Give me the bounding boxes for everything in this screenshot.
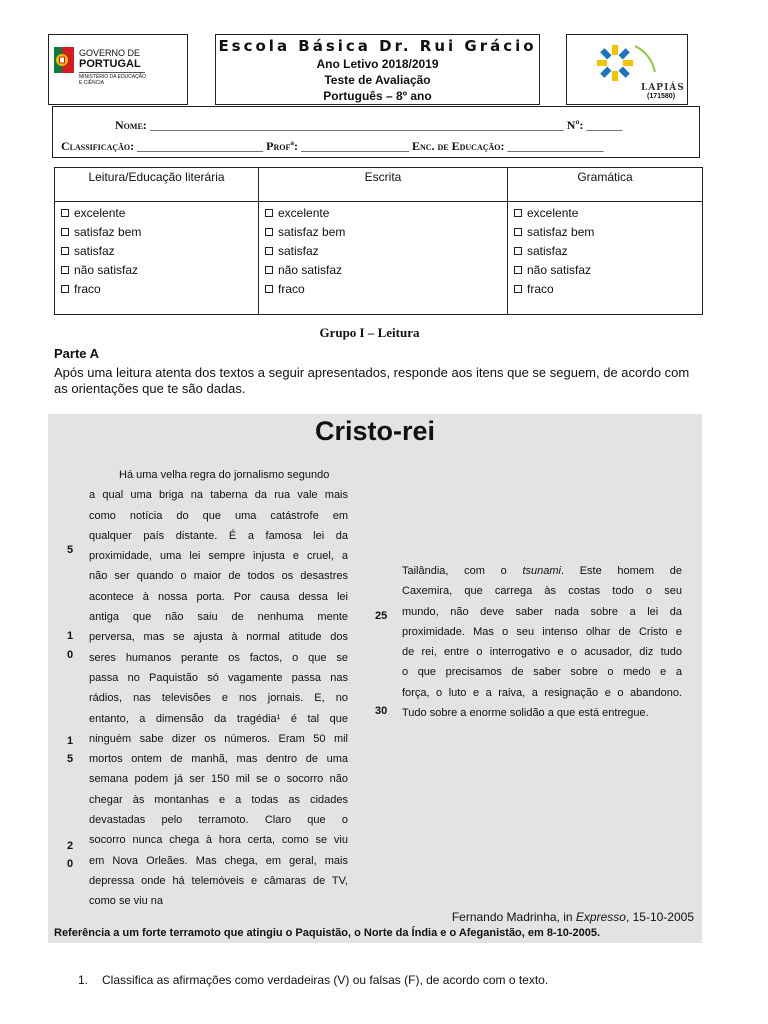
text-line: Tudo sobre a enorme solidão a que está entregue. (402, 707, 649, 720)
number-field[interactable]: ______ (586, 118, 623, 132)
header-left-cell (48, 34, 188, 105)
grade-option[interactable]: fraco (514, 280, 696, 299)
student-meta-row (61, 139, 604, 154)
guardian-label: Enc. de Educação: (411, 139, 505, 153)
checkbox-icon[interactable] (265, 209, 273, 217)
checkbox-icon[interactable] (514, 266, 522, 274)
text-line: depressa onde há telemóveis e câmaras de TV, (89, 874, 348, 887)
text-line: como se viu na (89, 895, 163, 908)
student-name-row (115, 118, 622, 133)
gov-logo-line2: PORTUGAL (79, 58, 141, 70)
text-line: antiga que não saiu de nenhuma mente (89, 611, 348, 624)
text-line: Caxemira, que carrega às costas todo o seu (402, 585, 682, 598)
gov-logo-line4: E CIÊNCIA (79, 80, 105, 86)
number-label: Nº: (566, 118, 584, 132)
group-title: Grupo I – Leitura (319, 325, 420, 340)
text-line: socorro nunca chega à hora certa, como se viu (89, 834, 348, 847)
subject-grade: Português – 8º ano (323, 89, 432, 103)
text-line: não ser quando o maior de todos os desastres (89, 570, 348, 583)
text-line: a qual uma briga na taberna da rua vale mais (89, 489, 348, 502)
text-line: mundo, não deve saber nada sobre a lei da (402, 605, 682, 618)
lapias-logo-code: (171580) (647, 93, 676, 100)
instructions-text: Após uma leitura atenta dos textos a seguir apresentados, responde aos itens que se seguem, de acordo com as orientações que te são dadas. (54, 365, 690, 396)
text-line: ninguém sabe dizer os números. Eram 50 mil (89, 732, 348, 745)
lapias-logo-icon (585, 38, 667, 88)
text-line: qualquer país distante. É a famosa lei da (89, 529, 348, 542)
grade-option[interactable]: fraco (265, 280, 501, 299)
text-line: passa no Paquistão só vagamente passa nas (89, 671, 348, 684)
article-right-column (402, 561, 682, 723)
grade-option[interactable]: satisfaz (265, 242, 501, 261)
checkbox-icon[interactable] (514, 228, 522, 236)
text-line: como notícia do que uma catástrofe em (89, 509, 348, 522)
text-line: Tailândia, com o tsunami. Este homem de (402, 565, 683, 577)
text-line: Há uma velha regra do jornalismo segundo (119, 469, 330, 481)
article-source (452, 910, 694, 924)
text-line: rádios, nas televisões e nos jornais. E, no (89, 692, 348, 705)
article-footnote: Referência a um forte terramoto que atingiu o Paquistão, o Norte da Índia e o Afeganistão, em 8-10-2005. (54, 927, 601, 939)
checkbox-icon[interactable] (514, 247, 522, 255)
line-number: 30 (375, 705, 388, 717)
header-right-cell (566, 34, 688, 105)
school-name: Escola Básica Dr. Rui Grácio (218, 37, 537, 55)
grade-option[interactable]: satisfaz (514, 242, 696, 261)
teacher-label: Profª: (266, 139, 298, 153)
line-number: 5 (67, 753, 74, 765)
article-left-column (89, 465, 348, 912)
grades-table (54, 167, 703, 315)
line-number: 1 (67, 630, 74, 642)
line-number: 25 (375, 610, 388, 622)
grade-option[interactable]: excelente (514, 204, 696, 223)
teacher-field[interactable]: __________________ (300, 139, 409, 153)
grade-option[interactable]: não satisfaz (265, 261, 501, 280)
student-info-box (52, 106, 700, 158)
grade-option[interactable]: fraco (61, 280, 252, 299)
checkbox-icon[interactable] (514, 209, 522, 217)
text-line: acontece à nossa porta. Por causa dessa lei (89, 590, 348, 603)
line-number: 0 (67, 858, 74, 870)
checkbox-icon[interactable] (61, 266, 69, 274)
line-number: 5 (67, 544, 74, 556)
grades-header-reading: Leitura/Educação literária (55, 168, 259, 202)
name-field[interactable]: _____________________________________________________________________ (149, 118, 564, 132)
name-label: Nome: (115, 118, 147, 132)
source-date: , 15-10-2005 (625, 910, 694, 924)
grade-option[interactable]: satisfaz bem (265, 223, 501, 242)
article-title: Cristo-rei (314, 416, 436, 446)
checkbox-icon[interactable] (265, 285, 273, 293)
text-line: o que precisamos de saber sobre o medo e a (402, 666, 682, 679)
text-line: entanto, a dimensão da tragédia¹ é tal que (89, 712, 348, 725)
checkbox-icon[interactable] (514, 285, 522, 293)
header-center-cell (215, 34, 540, 105)
text-line: proximidade. Mas o seu intenso olhar de Cristo e (402, 625, 682, 638)
grades-options-grammar (508, 202, 703, 315)
text-line: força, o luto e a raiva, a resignação e o abandono. (402, 686, 682, 699)
grades-options-reading (55, 202, 259, 315)
article-box (48, 414, 702, 943)
classification-label: Classificação: (61, 139, 135, 153)
text-line: devastadas pelo terramoto. Claro que o (89, 814, 348, 827)
checkbox-icon[interactable] (61, 228, 69, 236)
grades-header-grammar: Gramática (508, 168, 703, 202)
grade-option[interactable]: excelente (265, 204, 501, 223)
school-year: Ano Letivo 2018/2019 (316, 57, 439, 71)
line-number: 0 (67, 649, 74, 661)
question-number: 1. (78, 973, 89, 987)
grade-option[interactable]: não satisfaz (514, 261, 696, 280)
grades-header-writing: Escrita (259, 168, 508, 202)
portugal-government-emblem-icon (54, 47, 74, 73)
checkbox-icon[interactable] (61, 247, 69, 255)
text-line: de rei, entre o interrogativo e o acusador, diz tudo (402, 646, 682, 659)
grade-option[interactable]: satisfaz (61, 242, 252, 261)
grades-options-writing (259, 202, 508, 315)
text-line: chegar às montanhas e a todas as cidades (89, 793, 348, 806)
text-line: proximidade, uma lei sempre injusta e cruel, a (89, 550, 348, 563)
grade-option[interactable]: excelente (61, 204, 252, 223)
line-number: 2 (67, 840, 74, 852)
grade-option[interactable]: satisfaz bem (514, 223, 696, 242)
lapias-logo-name: LAPIÁS (641, 83, 685, 93)
source-publication: Expresso (575, 910, 626, 924)
question-text: Classifica as afirmações como verdadeiras (V) ou falsas (F), de acordo com o texto. (102, 973, 549, 987)
gov-logo-divider (79, 72, 145, 73)
checkbox-icon[interactable] (265, 247, 273, 255)
text-line: em Nova Orleães. Mas chega, em geral, mais (89, 854, 348, 867)
text-line: mortos ontem de manhã, mas dentro de uma (89, 753, 348, 766)
gov-logo-line1: GOVERNO DE (79, 48, 141, 58)
gov-logo-line3: MINISTÉRIO DA EDUCAÇÃO (79, 74, 146, 80)
test-title: Teste de Avaliação (324, 73, 431, 87)
line-number: 1 (67, 735, 74, 747)
text-line: seres humanos perante os factos, o que se (89, 651, 348, 664)
checkbox-icon[interactable] (61, 209, 69, 217)
source-author: Fernando Madrinha, in (451, 910, 576, 924)
grade-option[interactable]: não satisfaz (61, 261, 252, 280)
checkbox-icon[interactable] (265, 228, 273, 236)
guardian-field[interactable]: ________________ (507, 139, 604, 153)
text-line: perversa, mas se ajusta à normal atitude dos (89, 631, 348, 644)
checkbox-icon[interactable] (265, 266, 273, 274)
grade-option[interactable]: satisfaz bem (61, 223, 252, 242)
checkbox-icon[interactable] (61, 285, 69, 293)
part-title: Parte A (54, 346, 100, 361)
text-line: semana podem já ser 150 mil se o socorro não (89, 773, 348, 786)
classification-field[interactable]: _____________________ (137, 139, 264, 153)
